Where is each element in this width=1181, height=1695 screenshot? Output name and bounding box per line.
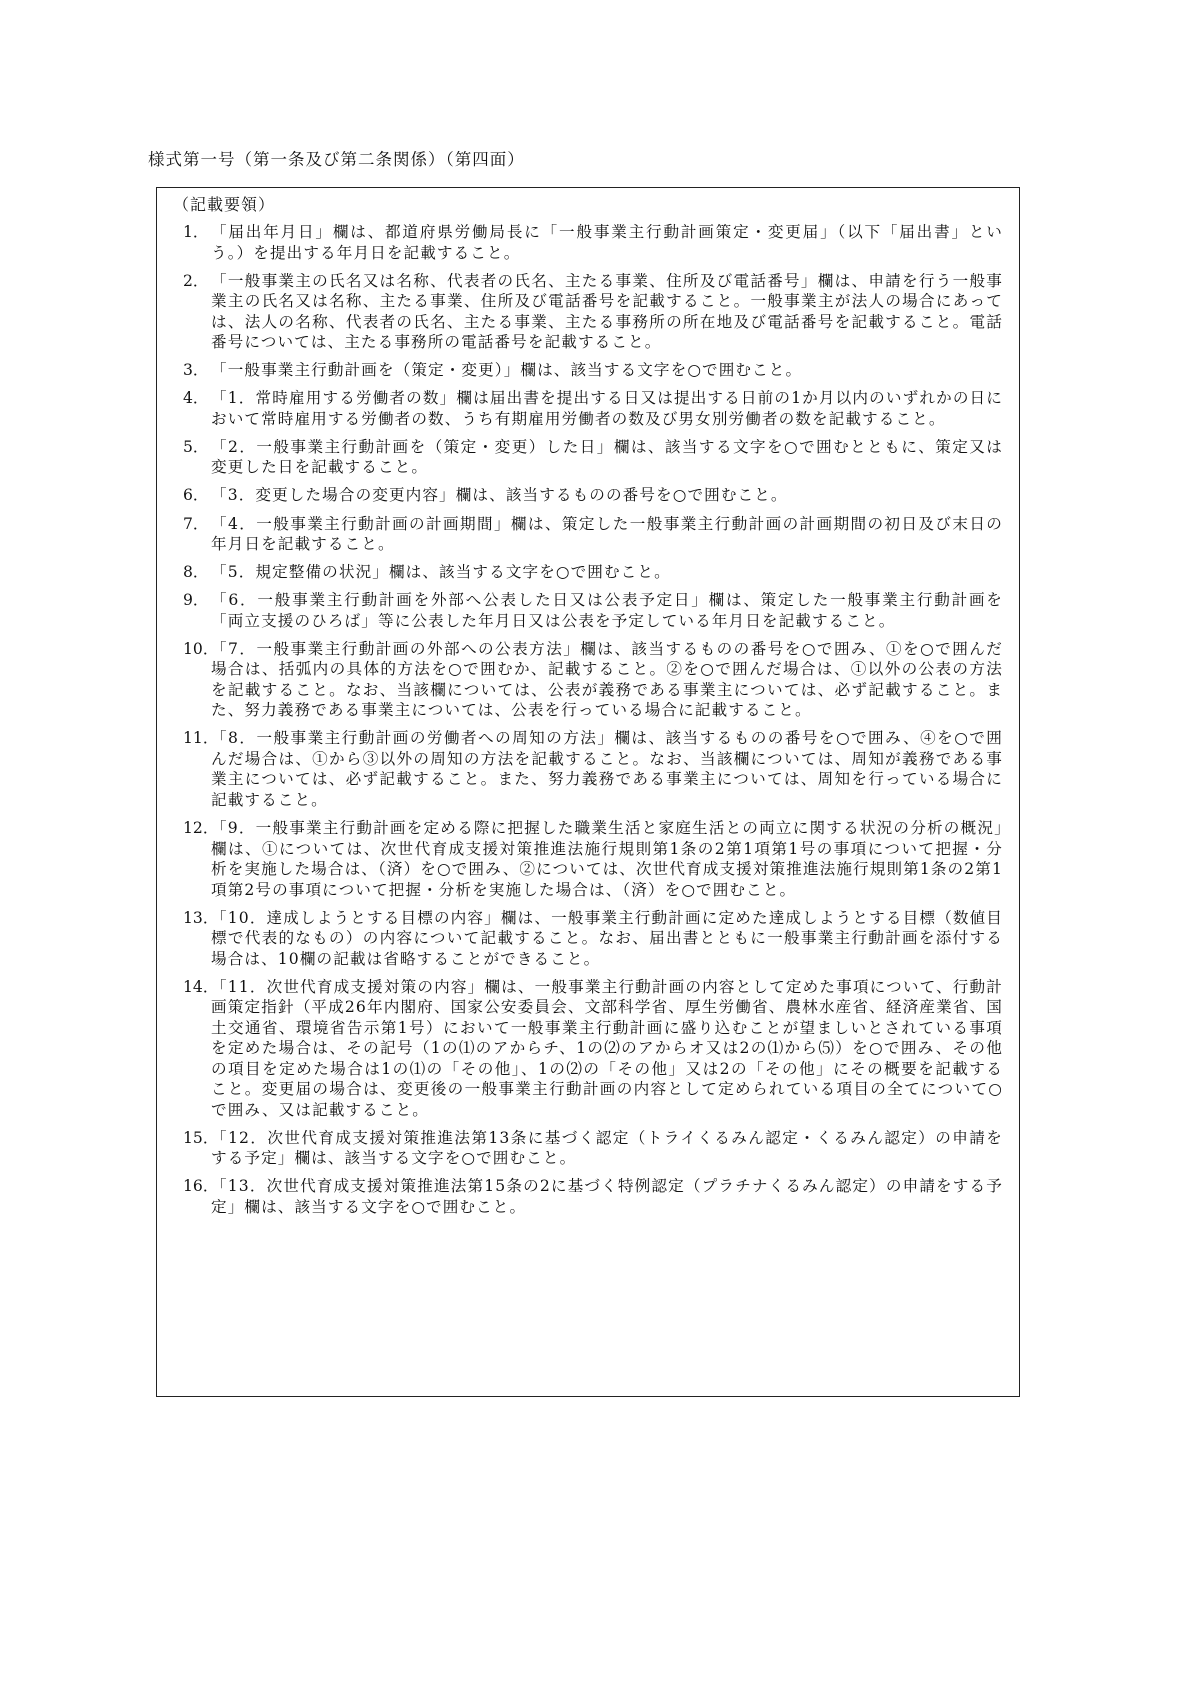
instruction-item-1 [183, 222, 1003, 263]
section-label: （記載要領） [173, 195, 276, 214]
item-text: 「10．達成しようとする目標の内容」欄は、一般事業主行動計画に定めた達成しようとする目標（数値目標で代表的なもの）の内容について記載すること。なお、届出書とともに一般事業主行動計画を添付する場合は、10欄の記載は省略することができること。 [211, 908, 1003, 968]
instruction-item-15 [183, 1128, 1003, 1169]
item-number: 3． [183, 361, 209, 380]
item-text: 「13．次世代育成支援対策推進法第15条の2に基づく特例認定（プラチナくるみん認定）の申請をする予定」欄は、該当する文字を○で囲むこと。 [211, 1177, 1003, 1216]
item-number: 5． [183, 437, 209, 456]
item-number: 1． [183, 223, 209, 241]
instruction-item-16 [183, 1176, 1003, 1217]
item-number: 6． [183, 486, 209, 505]
item-text: 「6．一般事業主行動計画を外部へ公表した日又は公表予定日」欄は、策定した一般事業主行動計画を「両立支援のひろば」等に公表した年月日又は公表を予定している年月日を記載すること。 [211, 591, 1003, 630]
instruction-list [183, 222, 1003, 1225]
instruction-item-8 [183, 562, 1003, 583]
item-number: 10． [183, 639, 219, 658]
instruction-item-7 [183, 514, 1003, 555]
item-text: 「一般事業主の氏名又は名称、代表者の氏名、主たる事業、住所及び電話番号」欄は、申請を行う一般事業主の氏名又は名称、主たる事業、住所及び電話番号を記載すること。一般事業主が法人の場合にあっては、法人の名称、代表者の氏名、主たる事業、主たる事務所の所在地及び電話番号を記載すること。電話番号については、主たる事務所の電話番号を記載すること。 [211, 271, 1003, 352]
instruction-item-10 [183, 639, 1003, 721]
form-title: 様式第一号（第一条及び第二条関係）（第四面） [148, 150, 525, 169]
item-text: 「9．一般事業主行動計画を定める際に把握した職業生活と家庭生活との両立に関する状況の分析の概況」欄は、①については、次世代育成支援対策推進法施行規則第1条の2第1項第1号の事項について把握・分析を実施した場合は、（済）を○で囲み、②については、次世代育成支援対策推進法施行規則第1条の2第1項第2号の事項について把握・分析を実施した場合は、（済）を○で囲むこと。 [211, 819, 1003, 899]
instruction-item-14 [183, 977, 1003, 1121]
item-text: 「11．次世代育成支援対策の内容」欄は、一般事業主行動計画の内容として定めた事項について、行動計画策定指針（平成26年内閣府、国家公安委員会、文部科学省、厚生労働省、農林水産省、経済産業省、国土交通省、環境省告示第1号）において一般事業主行動計画に盛り込むことが望ましいとされている事項を定めた場合は、その記号（1の⑴のアからチ、1の⑵のアからオ又は2の⑴から⑸）を○で囲み、その他の項目を定めた場合は1の⑴の「その他」、1の⑵の「その他」又は2の「その他」にその概要を記載すること。変更届の場合は、変更後の一般事業主行動計画の内容として定められている項目の全てについて○で囲み、又は記載すること。 [211, 977, 1003, 1119]
item-text: 「3．変更した場合の変更内容」欄は、該当するものの番号を○で囲むこと。 [211, 486, 788, 505]
instruction-item-12 [183, 818, 1003, 900]
item-number: 15． [183, 1128, 219, 1147]
item-number: 13． [183, 908, 219, 927]
instruction-item-13 [183, 908, 1003, 970]
item-text: 「一般事業主行動計画を（策定・変更）」欄は、該当する文字を○で囲むこと。 [211, 361, 803, 380]
item-number: 7． [183, 514, 209, 533]
item-text: 「7．一般事業主行動計画の外部への公表方法」欄は、該当するものの番号を○で囲み、①を○で囲んだ場合は、括弧内の具体的方法を○で囲むか、記載すること。②を○で囲んだ場合は、①以外の公表の方法を記載すること。なお、当該欄については、公表が義務である事業主については、必ず記載すること。また、努力義務である事業主については、公表を行っている場合に記載すること。 [211, 639, 1003, 720]
instruction-item-3 [183, 360, 1003, 381]
item-text: 「1．常時雇用する労働者の数」欄は届出書を提出する日又は提出する日前の1か月以内のいずれかの日において常時雇用する労働者の数、うち有期雇用労働者の数及び男女別労働者の数を記載すること。 [211, 389, 1003, 428]
instruction-item-6 [183, 485, 1003, 506]
item-number: 12． [183, 819, 219, 838]
item-number: 14． [183, 977, 219, 996]
item-text: 「5．規定整備の状況」欄は、該当する文字を○で囲むこと。 [211, 563, 671, 582]
item-number: 11． [183, 729, 219, 748]
item-number: 16． [183, 1177, 219, 1196]
item-number: 4． [183, 389, 209, 408]
item-text: 「8．一般事業主行動計画の労働者への周知の方法」欄は、該当するものの番号を○で囲み、④を○で囲んだ場合は、①から③以外の周知の方法を記載すること。なお、当該欄については、周知が義務である事業主については、必ず記載すること。また、努力義務である事業主については、周知を行っている場合に記載すること。 [211, 729, 1003, 809]
item-text: 「届出年月日」欄は、都道府県労働局長に「一般事業主行動計画策定・変更届」（以下「届出書」という。）を提出する年月日を記載すること。 [211, 223, 1003, 262]
instruction-item-2 [183, 271, 1003, 353]
instruction-item-5 [183, 437, 1003, 478]
item-number: 8． [183, 563, 209, 582]
item-number: 9． [183, 591, 209, 610]
instruction-item-11 [183, 728, 1003, 810]
item-text: 「2．一般事業主行動計画を（策定・変更）した日」欄は、該当する文字を○で囲むとともに、策定又は変更した日を記載すること。 [211, 437, 1003, 477]
item-text: 「12．次世代育成支援対策推進法第13条に基づく認定（トライくるみん認定・くるみん認定）の申請をする予定」欄は、該当する文字を○で囲むこと。 [211, 1128, 1003, 1168]
item-text: 「4．一般事業主行動計画の計画期間」欄は、策定した一般事業主行動計画の計画期間の初日及び末日の年月日を記載すること。 [211, 514, 1003, 554]
item-number: 2． [183, 271, 209, 290]
instruction-item-9 [183, 590, 1003, 631]
instruction-item-4 [183, 388, 1003, 429]
instructions-box [156, 187, 1020, 1397]
